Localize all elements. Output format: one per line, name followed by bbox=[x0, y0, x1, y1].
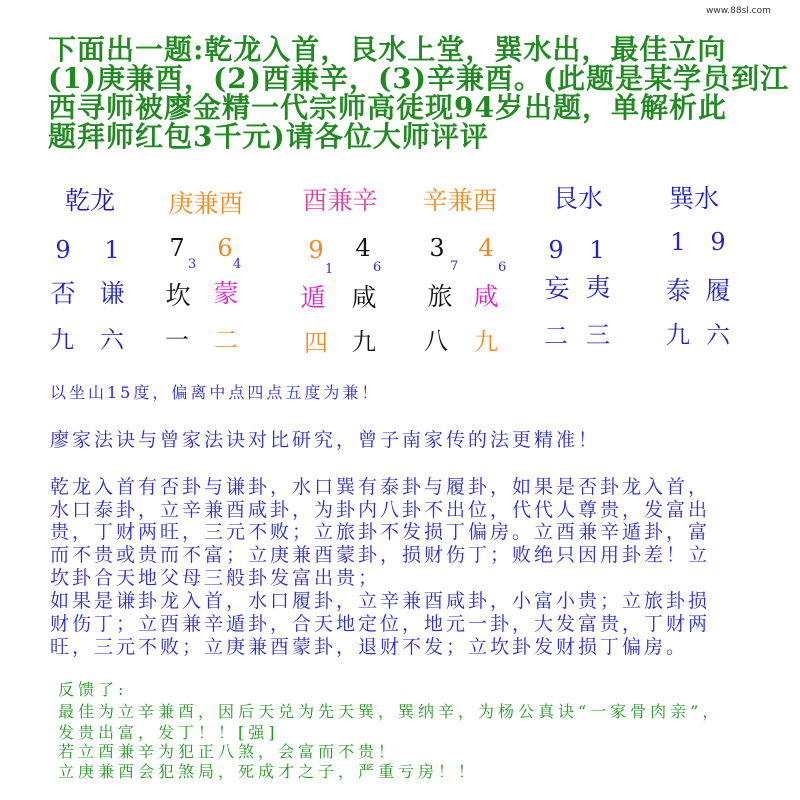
gua-name: 否 bbox=[50, 279, 76, 308]
feedback-line: 最佳为立辛兼酉，因后天兑为先天巽，巽纳辛，为杨公真诀“一家骨肉亲”， bbox=[58, 702, 723, 721]
gua-yun: 九 bbox=[352, 328, 376, 356]
gua-yun: 九 bbox=[666, 321, 690, 349]
header-gen-shui: 艮水 bbox=[552, 184, 603, 213]
gua-number: 1 bbox=[589, 236, 605, 264]
feedback-line: 发贵出富，发丁！！[强] bbox=[58, 723, 279, 742]
gua-number: 4 bbox=[478, 234, 494, 262]
analysis-line: 水口泰卦，立辛兼酉咸卦，为卦内八卦不出位，代代人尊贵，发富出 bbox=[50, 499, 711, 521]
title-line: 西寻师被廖金精一代宗师高徒现94岁出题，单解析此 bbox=[48, 91, 727, 124]
gua-number: 6 bbox=[217, 234, 233, 262]
gua-number: 1 bbox=[670, 228, 686, 256]
gua-subscript: 4 bbox=[233, 257, 242, 272]
gua-name: 旅 bbox=[427, 282, 453, 311]
gua-number: 9 bbox=[55, 236, 71, 264]
gua-yun: 六 bbox=[706, 321, 730, 349]
feedback-line: 立庚兼酉会犯煞局，死成才之子，严重亏房！！ bbox=[58, 762, 479, 781]
gua-name: 夷 bbox=[585, 273, 611, 302]
header-xun-shui: 巽水 bbox=[668, 184, 719, 213]
gua-number: 9 bbox=[308, 236, 324, 264]
header-geng-jian-you: 庚兼酉 bbox=[168, 189, 244, 218]
analysis-line: 如果是谦卦龙入首，水口履卦，立辛兼酉咸卦，小富小贵；立旅卦损 bbox=[50, 590, 711, 612]
gua-number: 7 bbox=[169, 234, 185, 262]
gua-name: 蒙 bbox=[213, 279, 239, 308]
title-line: (1)庚兼酉，(2)酉兼辛，(3)辛兼酉。(此题是某学员到江 bbox=[48, 62, 790, 95]
rule-line: 以坐山15度，偏离中点四点五度为兼！ bbox=[50, 383, 381, 402]
gua-yun: 一 bbox=[165, 326, 189, 354]
comparison-line: 廖家法诀与曾家法诀对比研究，曾子南家传的法更精准！ bbox=[50, 429, 601, 451]
gua-yun: 九 bbox=[474, 328, 498, 356]
analysis-line: 乾龙入首有否卦与谦卦，水口巽有泰卦与履卦，如果是否卦龙入首， bbox=[50, 476, 711, 498]
gua-yun: 二 bbox=[544, 322, 568, 350]
gua-number: 9 bbox=[548, 236, 564, 264]
gua-subscript: 7 bbox=[450, 259, 459, 274]
gua-yun: 二 bbox=[214, 326, 238, 354]
gua-number: 9 bbox=[710, 228, 726, 256]
feedback-line: 若立酉兼辛为犯正八煞，会富而不贵！ bbox=[58, 742, 399, 761]
gua-number: 1 bbox=[104, 236, 120, 264]
site-watermark: www.88sl.com bbox=[706, 6, 771, 16]
analysis-line: 旺，三元不败；立庚兼酉蒙卦，退财不发；立坎卦发财损丁偏房。 bbox=[50, 636, 689, 658]
header-qian-long: 乾龙 bbox=[64, 186, 115, 215]
gua-subscript: 1 bbox=[325, 262, 334, 277]
feedback-line: 反馈了: bbox=[58, 680, 128, 699]
gua-number: 3 bbox=[429, 234, 445, 262]
gua-yun: 八 bbox=[424, 327, 448, 355]
gua-name: 坎 bbox=[165, 281, 191, 310]
analysis-line: 贵，丁财两旺，三元不败；立旅卦不发损丁偏房。立酉兼辛遁卦，富 bbox=[50, 521, 711, 543]
gua-number: 4 bbox=[355, 234, 371, 262]
gua-name: 咸 bbox=[351, 283, 377, 312]
title-line: 下面出一题:乾龙入首，艮水上堂，巽水出，最佳立向 bbox=[48, 33, 727, 66]
gua-name: 泰 bbox=[665, 276, 691, 305]
gua-name: 咸 bbox=[473, 282, 499, 311]
gua-yun: 三 bbox=[586, 321, 610, 349]
gua-name: 妄 bbox=[544, 274, 570, 303]
gua-name: 履 bbox=[705, 276, 731, 305]
gua-name: 遁 bbox=[300, 283, 326, 312]
gua-subscript: 6 bbox=[498, 260, 507, 275]
header-xin-jian-you: 辛兼酉 bbox=[422, 186, 498, 215]
gua-subscript: 3 bbox=[188, 257, 197, 272]
analysis-line: 财伤丁；立酉兼辛遁卦，合天地定位，地元一卦，大发富贵，丁财两 bbox=[50, 613, 711, 635]
gua-yun: 四 bbox=[304, 329, 328, 357]
gua-yun: 九 bbox=[50, 326, 74, 354]
title-line: 题拜师红包3千元)请各位大师评评 bbox=[48, 120, 489, 153]
analysis-line: 坎卦合天地父母三般卦发富出贵； bbox=[50, 567, 381, 589]
gua-subscript: 6 bbox=[373, 260, 382, 275]
gua-name: 谦 bbox=[99, 279, 125, 308]
header-you-jian-xin: 酉兼辛 bbox=[302, 186, 378, 215]
gua-yun: 六 bbox=[100, 326, 124, 354]
analysis-line: 而不贵或贵而不富；立庚兼酉蒙卦，损财伤丁；败绝只因用卦差！立 bbox=[50, 544, 711, 566]
